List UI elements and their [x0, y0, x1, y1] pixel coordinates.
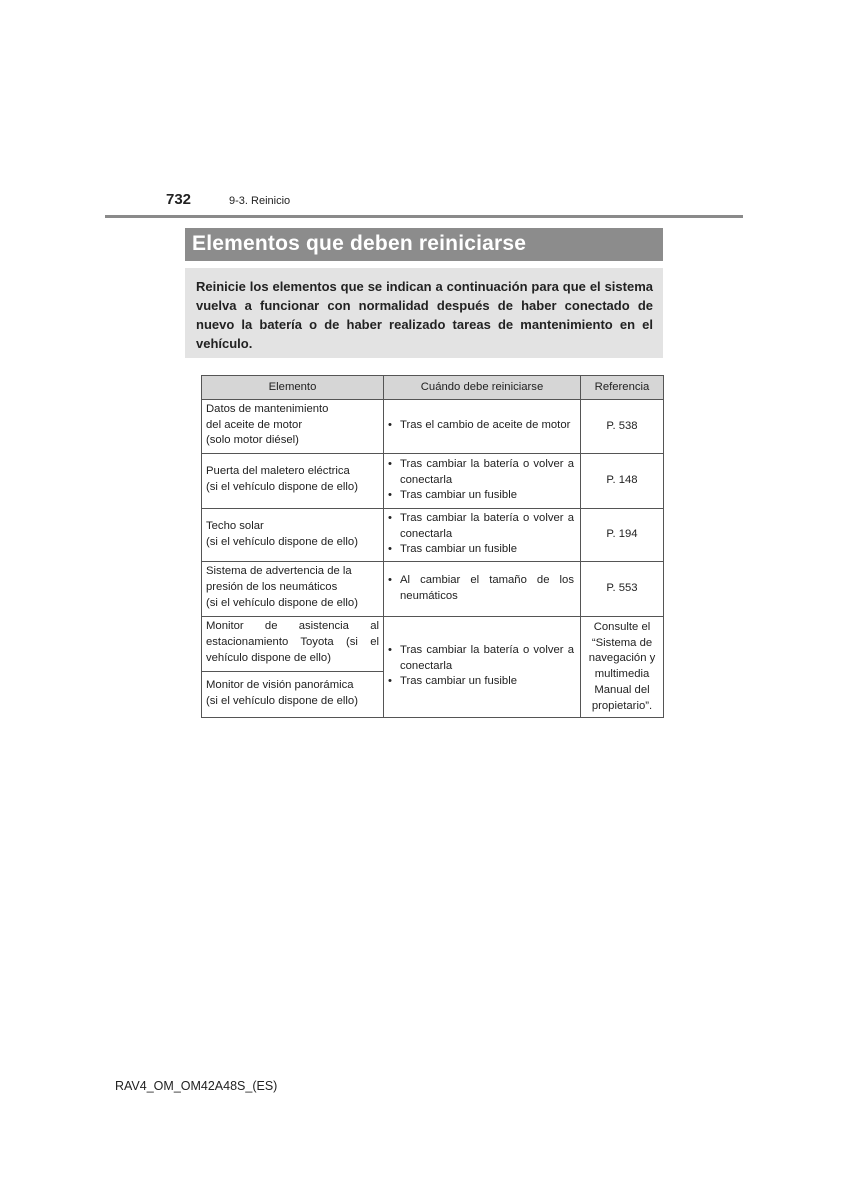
- bullet-item: [388, 643, 574, 674]
- table-row: [202, 617, 664, 672]
- reference-line: Manual del: [594, 683, 650, 696]
- element-cell: [202, 509, 384, 562]
- header-rule: [105, 215, 743, 218]
- bullet-text: Tras cambiar la batería o volver a conectarla: [400, 512, 574, 540]
- reference-line: “Sistema de: [591, 636, 653, 649]
- reference-cell: P. 538: [581, 400, 664, 454]
- bullet-item: [388, 674, 574, 690]
- table-row: [202, 509, 664, 562]
- element-line: (solo motor diésel): [206, 434, 299, 447]
- element-line: del aceite de motor: [206, 418, 303, 431]
- page-number: 732: [166, 191, 192, 208]
- element-cell: [202, 400, 384, 454]
- table-row: [202, 454, 664, 509]
- element-cell: [202, 672, 384, 718]
- when-cell: [384, 562, 581, 617]
- section-label: 9-3. Reinicio: [229, 195, 291, 207]
- section-title: Elementos que deben reiniciarse: [192, 232, 527, 255]
- element-line: Monitor de visión panorámica: [206, 679, 354, 692]
- element-cell: [202, 617, 384, 672]
- reference-line: multimedia: [594, 668, 650, 681]
- reference-line: Consulte el: [593, 621, 651, 633]
- bullet-text: Tras cambiar la batería o volver a conectarla: [400, 457, 574, 486]
- bullet-item: [388, 488, 574, 504]
- bullet-item: [388, 542, 574, 558]
- bullet-text: Tras el cambio de aceite de motor: [400, 419, 571, 432]
- bullet-icon: •: [388, 457, 392, 470]
- element-cell: [202, 562, 384, 617]
- bullet-item: [388, 573, 574, 604]
- element-line: Sistema de advertencia de la: [206, 565, 352, 578]
- bullet-text: Tras cambiar un fusible: [400, 543, 517, 556]
- element-line: Monitor de asistencia al estacionamiento Toyota (si el vehículo dispone de ello): [206, 620, 379, 664]
- column-header-when: Cuándo debe reiniciarse: [384, 376, 581, 400]
- intro-text: Reinicie los elementos que se indican a continuación para que el sistema vuelva a funcionar con normalidad después de haber conectado de nuevo la batería o de haber realizado tareas de mantenimiento en el vehículo.: [196, 279, 653, 351]
- bullet-item: [388, 511, 574, 542]
- when-cell: [384, 617, 581, 718]
- bullet-text: Al cambiar el tamaño de los neumáticos: [400, 573, 574, 602]
- element-line: presión de los neumáticos: [206, 580, 338, 593]
- bullet-item: [388, 457, 574, 488]
- bullet-icon: •: [388, 675, 392, 688]
- element-line: Puerta del maletero eléctrica: [206, 465, 350, 477]
- element-line: (si el vehículo dispone de ello): [206, 694, 358, 707]
- bullet-icon: •: [388, 419, 392, 432]
- bullet-icon: •: [388, 489, 392, 502]
- reference-cell: P. 553: [581, 562, 664, 617]
- bullet-text: Tras cambiar un fusible: [400, 489, 517, 502]
- table-header-row: [202, 376, 664, 400]
- table-row: [202, 562, 664, 617]
- table-row: [202, 400, 664, 454]
- reference-line: navegación y: [588, 652, 656, 665]
- reset-items-table: [201, 375, 664, 718]
- section-title-bar: [185, 228, 663, 261]
- element-line: Datos de mantenimiento: [206, 403, 329, 415]
- bullet-icon: •: [388, 644, 392, 657]
- reference-line: propietario”.: [591, 699, 653, 712]
- element-line: (si el vehículo dispone de ello): [206, 480, 358, 493]
- reference-cell: P. 194: [581, 509, 664, 562]
- intro-box: [185, 268, 663, 358]
- bullet-icon: •: [388, 573, 392, 586]
- reference-cell: [581, 617, 664, 718]
- footer-doc-code: RAV4_OM_OM42A48S_(ES): [115, 1079, 278, 1093]
- element-line: Techo solar: [206, 520, 264, 532]
- when-cell: [384, 400, 581, 454]
- element-cell: [202, 454, 384, 509]
- element-line: (si el vehículo dispone de ello): [206, 596, 358, 609]
- bullet-icon: •: [388, 512, 392, 524]
- bullet-item: [388, 418, 574, 434]
- bullet-text: Tras cambiar la batería o volver a conectarla: [400, 644, 574, 672]
- bullet-text: Tras cambiar un fusible: [400, 675, 517, 688]
- bullet-icon: •: [388, 543, 392, 556]
- reference-cell: P. 148: [581, 454, 664, 509]
- when-cell: [384, 454, 581, 509]
- element-line: (si el vehículo dispone de ello): [206, 535, 358, 548]
- column-header-reference: Referencia: [581, 376, 664, 400]
- column-header-element: Elemento: [202, 376, 384, 400]
- when-cell: [384, 509, 581, 562]
